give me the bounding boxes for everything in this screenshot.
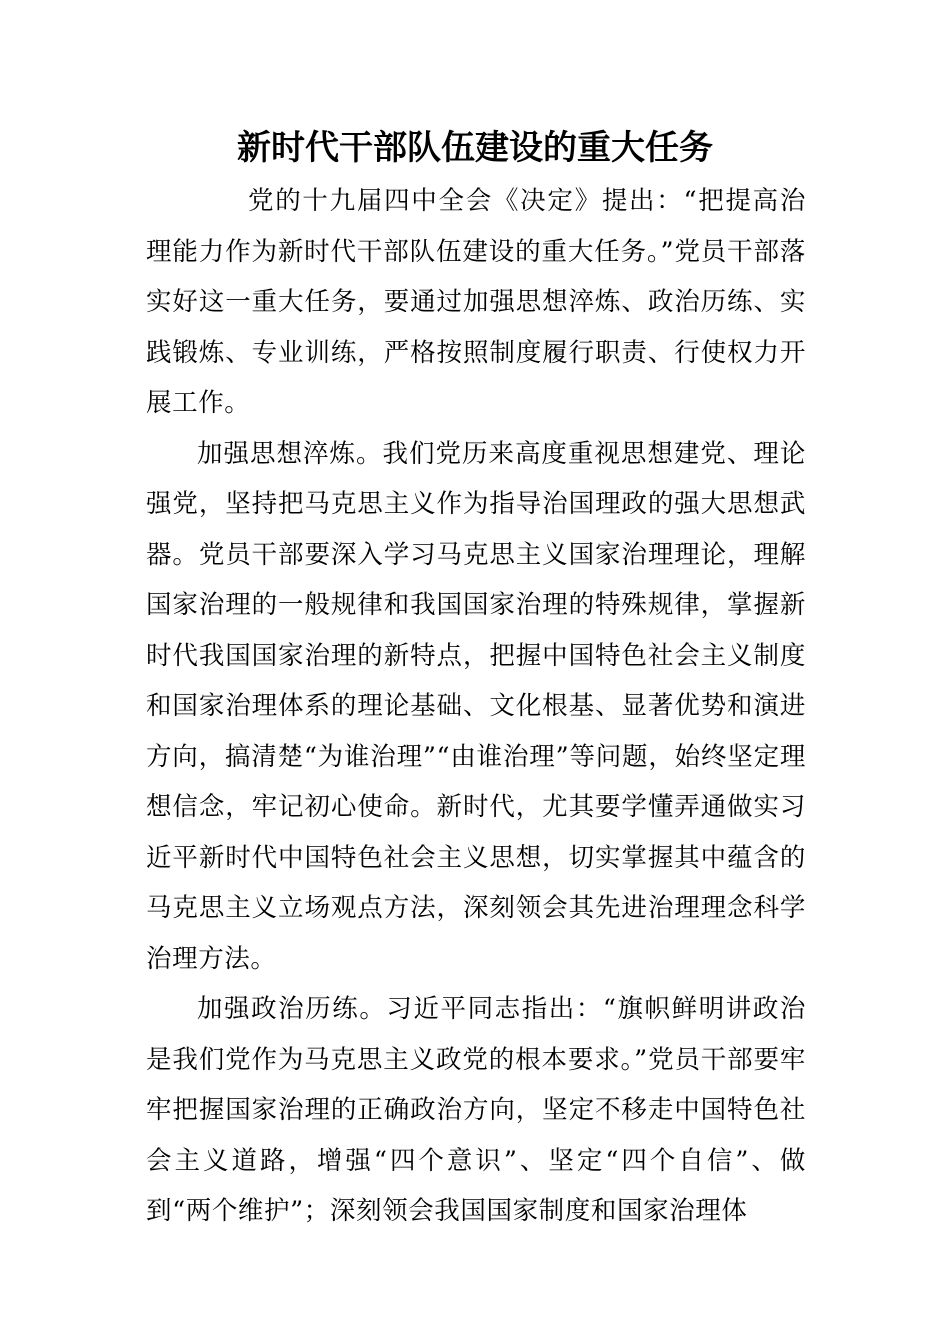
document-body xyxy=(146,176,806,1237)
document-title: 新时代干部队伍建设的重大任务 xyxy=(237,128,713,168)
paragraph-political-training: 加强政治历练。习近平同志指出：“旗帜鲜明讲政治是我们党作为马克思主义政党的根本要求。”党员干部要牢牢把握国家治理的正确政治方向，坚定不移走中国特色社会主义道路，增强“四个意识”、坚定“四个自信”、做到“两个维护”；深刻领会我国国家制度和国家治理体 xyxy=(146,994,806,1226)
paragraph-intro: 党的十九届四中全会《决定》提出：“把提高治理能力作为新时代干部队伍建设的重大任务。”党员干部落实好这一重大任务，要通过加强思想淬炼、政治历练、实践锻炼、专业训练，严格按照制度履行职责、行使权力开展工作。 xyxy=(146,186,806,418)
paragraph-ideological-tempering: 加强思想淬炼。我们党历来高度重视思想建党、理论强党，坚持把马克思主义作为指导治国理政的强大思想武器。党员干部要深入学习马克思主义国家治理理论，理解国家治理的一般规律和我国国家治理的特殊规律，掌握新时代我国国家治理的新特点，把握中国特色社会主义制度和国家治理体系的理论基础、文化根基、显著优势和演进方向，搞清楚“为谁治理”“由谁治理”等问题，始终坚定理想信念，牢记初心使命。新时代，尤其要学懂弄通做实习近平新时代中国特色社会主义思想，切实掌握其中蕴含的马克思主义立场观点方法，深刻领会其先进治理理念科学治理方法。 xyxy=(146,438,806,974)
